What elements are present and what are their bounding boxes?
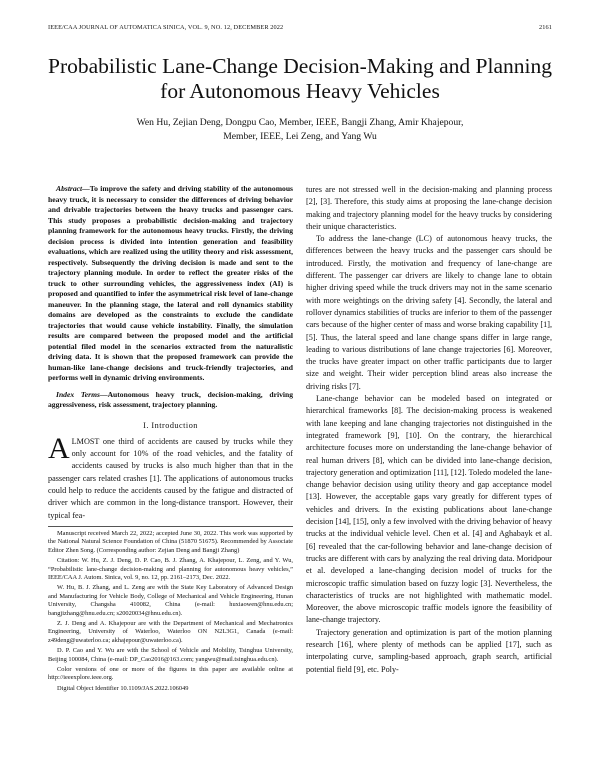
footnotes — [48, 526, 293, 693]
index-terms-label: Index Terms — [56, 389, 100, 399]
abstract-label: Abstract — [56, 184, 83, 193]
index-terms — [48, 390, 293, 411]
footnote-affiliation-waterloo: Z. J. Deng and A. Khajepour are with the Department of Mechanical and Mechatronics Engineering, University of Waterloo, Waterloo ON N2L3G1, Canada (e-mail: z49deng@uwaterloo.ca; akhajepour@uwaterloo.ca). — [48, 619, 293, 644]
drop-cap: A — [48, 431, 70, 465]
body-paragraph: Trajectory generation and optimization is part of the motion planning research [16], where plenty of methods can be applied [17], such as interpolating curve, sampling-based approach, graph search, artificial potential field [9], etc. Poly- — [306, 627, 552, 674]
section-heading-introduction: I. Introduction — [143, 420, 198, 430]
running-header — [48, 24, 552, 34]
authors-line-1: Wen Hu, Zejian Deng, Dongpu Cao, Member, IEEE, Bangji Zhang, Amir Khajepour, — [136, 117, 464, 128]
right-column — [306, 184, 552, 676]
journal-header: IEEE/CAA JOURNAL OF AUTOMATICA SINICA, VOL. 9, NO. 12, DECEMBER 2022 — [48, 24, 284, 31]
paper-title: Probabilistic Lane-Change Decision-Making and Planning for Autonomous Heavy Vehicles — [48, 54, 552, 103]
footnote-color-versions: Color versions of one or more of the figures in this paper are available online at http://ieeexplore.ieee.org. — [48, 665, 293, 682]
footnote-affiliation-hnu: W. Hu, B. J. Zhang, and L. Zeng are with the State Key Laboratory of Advanced Design and Manufacturing for Vehicle Body, College of Mechanical and Vehicle Engineering, Hunan University, Changsha 410082, China (e-mail: huxiaowen@hnu.edu.cn; bangjizhang@hnu.edu.cn; s20020034@hnu.edu.cn). — [48, 584, 293, 617]
body-paragraph: To address the lane-change (LC) of autonomous heavy trucks, the differences between the heavy trucks and the passenger cars should be introduced. Firstly, the motivation and frequency of lane-change are different. The passenger car drivers are likely to change lane to obtain higher driving speed while the truck drivers may not in the same scenario with more weightings on the driving safety [4]. Secondly, the lateral and rollover dynamics stabilities of trucks are inferior to them of the passenger cars because of the higher center of mass and worse braking capability [1], [5]. Thus, the lateral speed and lane change spans differ in large range, leading to various distributions of lane change trajectories [6]. Moreover, the trucks have greater impact on other traffic participants due to larger size and weight. Their wider perception blind areas also increase the driving risks [7]. — [306, 234, 552, 391]
intro-paragraph — [48, 431, 293, 522]
body-paragraph: tures are not stressed well in the decision-making and planning process [2], [3]. Therefore, this study aims at proposing the lane-change decision making and trajectory planning model for the heavy trucks by considering their unique characteristics. — [306, 185, 552, 231]
abstract-text: —To improve the safety and driving stability of the autonomous heavy truck, it is necessary to consider the differences of driving behavior and drivable trajectories between the heavy trucks and passenger cars. This study proposes a probabilistic decision-making and trajectory planning framework for the autonomous heavy trucks. Firstly, the driving decision process is divided into intention generation and feasibility evaluations, which are realized using the utility theory and risk assessment, respectively. Subsequently the driving decision is made and sent to the trajectory planning module. In order to reflect the greater risks of the truck to other surrounding vehicles, the aggressiveness index (AI) is proposed and quantified to infer the asymmetrical risk level of lane-change maneuver. In the planning stage, the lateral and roll dynamics stability domains are developed as the constraints to exclude the candidate trajectories that would cause vehicle instability. Finally, the simulation results are compared between the proposed model and the artificial potential filed model in the scenarios extracted from the naturalistic driving data. It is shown that the proposed framework can provide the human-like lane-change decisions and truck-friendly trajectories, and performs well in dynamic driving environments. — [48, 184, 293, 382]
page-number: 2161 — [539, 24, 552, 31]
body-paragraph: Lane-change behavior can be modeled based on integrated or hierarchical frameworks [8]. The decision-making process is weakened with lane keeping and lane changing trajectories not distinguished in the integrated framework [9], [10]. On the contrary, the hierarchical architecture focuses more on understanding the lane-change behavior of real human drivers [8], which can be divided into lane-change decision, trajectory generation and optimization [11], [12]. Toledo modeled the lane-change behavior decision using utility theory and gap acceptance model [13]. However, the acceptable gaps vary greatly for different types of vehicles and drivers. In the existing publications about lane-change decision [14], [15], only a few involved with the driving behavior of heavy trucks at the individual vehicle level. Chen et al. [4] and Aghabayk et al. [6] revealed that the car-following behavior and lane-change decision of trucks are different with cars by analyzing the real driving data. Moridpour et al. developed a lane-changing decision model of trucks for the microscopic traffic simulation based on fuzzy logic [3]. Nevertheless, the characteristics of trucks are not highlighted with mathematic model. Moreover, the above microscopic traffic models ignore the feasibility of lane-change trajectory. — [306, 394, 552, 625]
left-column — [48, 184, 293, 695]
footnote-citation: Citation: W. Hu, Z. J. Deng, D. P. Cao, B. J. Zhang, A. Khajepour, L. Zeng, and Y. Wu, “Probabilistic lane-change decision-making and planning for autonomous heavy vehicles,” IEEE/CAA J. Autom. Sinica, vol. 9, no. 12, pp. 2161–2173, Dec. 2022. — [48, 557, 293, 581]
abstract — [48, 184, 293, 384]
footnote-doi: Digital Object Identifier 10.1109/JAS.2022.106049 — [57, 684, 189, 692]
footnote-affiliation-tsinghua: D. P. Cao and Y. Wu are with the School of Vehicle and Mobility, Tsinghua University, Beijing 100084, China (e-mail: DP_Cao2016@163.com; yangwu@mail.tsinghua.edu.cn). — [48, 647, 293, 663]
index-terms-text: —Autonomous heavy truck, decision-making, driving aggressiveness, risk assessment, trajectory planning. — [48, 389, 293, 409]
author-list — [40, 116, 560, 143]
footnote-manuscript: Manuscript received March 22, 2022; accepted June 30, 2022. This work was supported by the National Natural Science Foundation of China (51870 51675). Recommended by Associate Editor Zhen Song. (Corresponding author: Zejian Deng and Bangji Zhang) — [48, 529, 293, 554]
intro-text: LMOST one third of accidents are caused by trucks while they only account for 10% of the road vehicles, and the fatality of accidents caused by trucks is also much higher than that in the passenger cars related crashes [1]. The applications of autonomous trucks could help to reduce the accidents caused by the fatigue and distracted of driver which are common in the long-distance transport. However, their typical fea- — [48, 436, 293, 520]
authors-line-2: Member, IEEE, Lei Zeng, and Yang Wu — [223, 130, 377, 142]
